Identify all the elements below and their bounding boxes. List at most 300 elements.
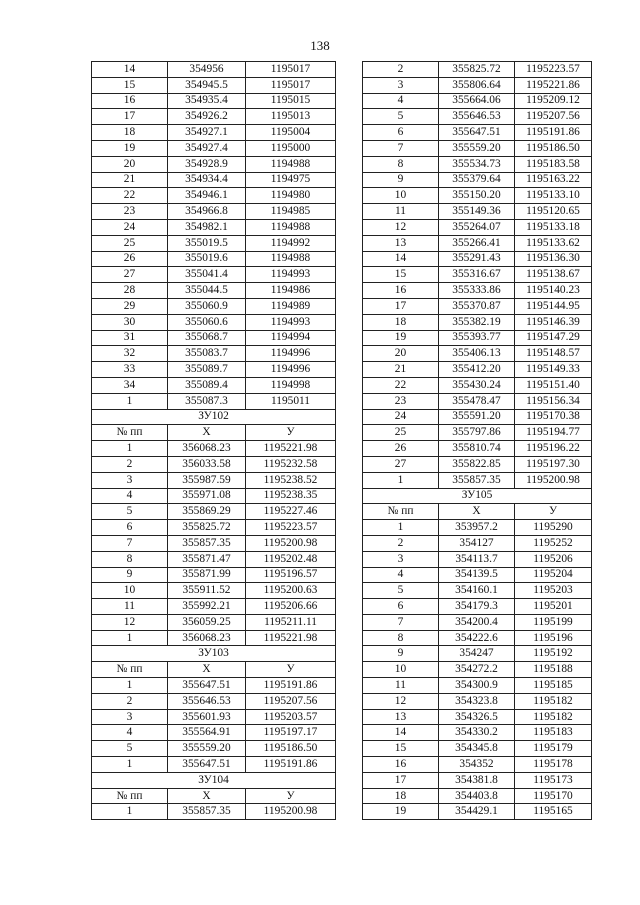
point-number: 2 [92, 693, 168, 709]
header-number: № пп [92, 425, 168, 441]
table-row [363, 393, 592, 409]
coordinate-x: 354945.5 [168, 77, 246, 93]
header-y: У [246, 425, 336, 441]
table-row [92, 504, 336, 520]
coordinate-x: 355041.4 [168, 267, 246, 283]
coordinate-y: 1194985 [246, 204, 336, 220]
point-number: 12 [363, 693, 439, 709]
point-number: 31 [92, 330, 168, 346]
point-number: 15 [363, 741, 439, 757]
coordinate-x: 355019.6 [168, 251, 246, 267]
coordinate-x: 355087.3 [168, 393, 246, 409]
coordinate-x: 355406.13 [439, 346, 515, 362]
coordinate-y: 1195191.86 [246, 678, 336, 694]
coordinate-y: 1194992 [246, 235, 336, 251]
coordinate-x: 354403.8 [439, 788, 515, 804]
coordinate-y: 1195206.66 [246, 599, 336, 615]
coordinate-y: 1195199 [515, 614, 592, 630]
coordinate-x: 354926.2 [168, 109, 246, 125]
header-x: X [168, 788, 246, 804]
table-row [92, 693, 336, 709]
point-number: 5 [92, 504, 168, 520]
table-row [92, 551, 336, 567]
coordinate-y: 1195238.35 [246, 488, 336, 504]
coordinate-x: 356068.23 [168, 441, 246, 457]
coordinate-x: 354946.1 [168, 188, 246, 204]
table-row [363, 441, 592, 457]
table-row [92, 125, 336, 141]
coordinate-x: 355060.9 [168, 298, 246, 314]
table-row [92, 535, 336, 551]
coordinate-y: 1195200.63 [246, 583, 336, 599]
table-row [92, 109, 336, 125]
point-number: 10 [363, 662, 439, 678]
section-title-row [92, 646, 336, 662]
table-row [363, 757, 592, 773]
header-y: У [246, 662, 336, 678]
point-number: 17 [363, 772, 439, 788]
point-number: 1 [92, 630, 168, 646]
table-row [92, 741, 336, 757]
section-title: ЗУ103 [92, 646, 336, 662]
table-row [363, 156, 592, 172]
coordinate-x: 356059.25 [168, 614, 246, 630]
coordinate-x: 356068.23 [168, 630, 246, 646]
coordinate-x: 355857.35 [439, 472, 515, 488]
table-row [92, 599, 336, 615]
coordinate-y: 1195133.10 [515, 188, 592, 204]
point-number: 5 [92, 741, 168, 757]
coordinate-y: 1195186.50 [515, 140, 592, 156]
coordinate-x: 354345.8 [439, 741, 515, 757]
point-number: 23 [92, 204, 168, 220]
coordinate-y: 1195232.58 [246, 456, 336, 472]
header-number: № пп [92, 662, 168, 678]
coordinate-x: 355382.19 [439, 314, 515, 330]
table-row [92, 614, 336, 630]
coordinate-x: 354139.5 [439, 567, 515, 583]
coordinate-y: 1195017 [246, 77, 336, 93]
coordinate-x: 354179.3 [439, 599, 515, 615]
coordinate-y: 1195211.11 [246, 614, 336, 630]
point-number: 16 [363, 757, 439, 773]
coordinate-y: 1195188 [515, 662, 592, 678]
point-number: 12 [92, 614, 168, 630]
table-row [92, 204, 336, 220]
point-number: 14 [363, 251, 439, 267]
point-number: 5 [363, 109, 439, 125]
coordinate-x: 355822.85 [439, 456, 515, 472]
point-number: 1 [92, 757, 168, 773]
coordinate-x: 355412.20 [439, 362, 515, 378]
point-number: 21 [92, 172, 168, 188]
coordinate-y: 1195138.67 [515, 267, 592, 283]
coordinate-x: 354927.4 [168, 140, 246, 156]
point-number: 7 [92, 535, 168, 551]
point-number: 4 [363, 567, 439, 583]
table-row [363, 741, 592, 757]
table-row [363, 678, 592, 694]
coordinate-x: 354934.4 [168, 172, 246, 188]
table-row [92, 172, 336, 188]
table-row [363, 472, 592, 488]
coordinate-y: 1195223.57 [246, 520, 336, 536]
coordinate-y: 1195209.12 [515, 93, 592, 109]
table-row [363, 140, 592, 156]
point-number: 7 [363, 614, 439, 630]
table-row [92, 567, 336, 583]
table-row [363, 219, 592, 235]
table-row [92, 62, 336, 78]
point-number: 10 [363, 188, 439, 204]
table-row [92, 725, 336, 741]
coordinates-table-right-body [363, 62, 592, 820]
coordinate-x: 355150.20 [439, 188, 515, 204]
coordinate-y: 1195202.48 [246, 551, 336, 567]
point-number: 26 [363, 441, 439, 457]
coordinate-x: 355601.93 [168, 709, 246, 725]
point-number: 32 [92, 346, 168, 362]
page-number: 138 [310, 38, 330, 53]
coordinate-x: 355647.51 [168, 678, 246, 694]
coordinate-x: 355647.51 [168, 757, 246, 773]
header-number: № пп [92, 788, 168, 804]
coordinates-table-left-body [92, 62, 336, 820]
coordinate-y: 1195147.29 [515, 330, 592, 346]
table-row [363, 551, 592, 567]
coordinate-y: 1195201 [515, 599, 592, 615]
table-row [92, 298, 336, 314]
coordinate-x: 355089.4 [168, 377, 246, 393]
coordinate-y: 1195200.98 [515, 472, 592, 488]
coordinate-x: 355871.47 [168, 551, 246, 567]
table-row [92, 520, 336, 536]
coordinate-x: 354272.2 [439, 662, 515, 678]
coordinate-x: 355825.72 [439, 62, 515, 78]
coordinate-x: 355370.87 [439, 298, 515, 314]
coordinate-x: 355044.5 [168, 283, 246, 299]
table-row [363, 725, 592, 741]
point-number: 16 [92, 93, 168, 109]
coordinate-x: 355591.20 [439, 409, 515, 425]
table-header-row [92, 425, 336, 441]
point-number: 15 [92, 77, 168, 93]
table-row [363, 330, 592, 346]
coordinate-x: 354935.4 [168, 93, 246, 109]
coordinate-y: 1195221.98 [246, 441, 336, 457]
point-number: 4 [92, 488, 168, 504]
header-number: № пп [363, 504, 439, 520]
table-row [92, 267, 336, 283]
table-row [363, 804, 592, 820]
coordinate-x: 355266.41 [439, 235, 515, 251]
table-row [363, 709, 592, 725]
coordinate-y: 1194993 [246, 314, 336, 330]
table-row [363, 520, 592, 536]
point-number: 25 [363, 425, 439, 441]
header-y: У [515, 504, 592, 520]
table-row [92, 346, 336, 362]
coordinate-y: 1195223.57 [515, 62, 592, 78]
coordinate-x: 355664.06 [439, 93, 515, 109]
coordinate-y: 1194998 [246, 377, 336, 393]
coordinate-x: 355149.36 [439, 204, 515, 220]
table-row [92, 283, 336, 299]
coordinate-y: 1195144.95 [515, 298, 592, 314]
coordinate-y: 1194996 [246, 362, 336, 378]
coordinate-x: 354966.8 [168, 204, 246, 220]
table-row [363, 188, 592, 204]
point-number: 13 [363, 709, 439, 725]
table-header-row [363, 504, 592, 520]
table-row [92, 472, 336, 488]
point-number: 17 [363, 298, 439, 314]
table-row [363, 425, 592, 441]
table-row [363, 93, 592, 109]
coordinate-x: 355430.24 [439, 377, 515, 393]
table-row [92, 140, 336, 156]
point-number: 3 [92, 709, 168, 725]
point-number: 17 [92, 109, 168, 125]
coordinate-y: 1195148.57 [515, 346, 592, 362]
table-row [92, 393, 336, 409]
coordinate-y: 1195017 [246, 62, 336, 78]
coordinate-y: 1195013 [246, 109, 336, 125]
point-number: 26 [92, 251, 168, 267]
table-row [363, 77, 592, 93]
coordinate-y: 1195204 [515, 567, 592, 583]
coordinate-x: 355393.77 [439, 330, 515, 346]
coordinate-y: 1195183 [515, 725, 592, 741]
point-number: 22 [363, 377, 439, 393]
coordinate-y: 1195252 [515, 535, 592, 551]
table-row [363, 630, 592, 646]
coordinate-y: 1195165 [515, 804, 592, 820]
coordinate-x: 354352 [439, 757, 515, 773]
table-row [92, 441, 336, 457]
table-row [363, 788, 592, 804]
header-x: X [168, 662, 246, 678]
coordinate-x: 354330.2 [439, 725, 515, 741]
point-number: 1 [363, 472, 439, 488]
coordinate-x: 355379.64 [439, 172, 515, 188]
coordinate-y: 1195182 [515, 693, 592, 709]
point-number: 30 [92, 314, 168, 330]
coordinate-x: 355534.73 [439, 156, 515, 172]
coordinate-y: 1195156.34 [515, 393, 592, 409]
table-row [92, 156, 336, 172]
coordinate-y: 1195015 [246, 93, 336, 109]
coordinate-y: 1195000 [246, 140, 336, 156]
coordinate-y: 1195192 [515, 646, 592, 662]
table-row [363, 235, 592, 251]
table-row [363, 172, 592, 188]
point-number: 12 [363, 219, 439, 235]
point-number: 7 [363, 140, 439, 156]
coordinate-y: 1195227.46 [246, 504, 336, 520]
coordinate-x: 354222.6 [439, 630, 515, 646]
point-number: 21 [363, 362, 439, 378]
point-number: 23 [363, 393, 439, 409]
coordinate-x: 355316.67 [439, 267, 515, 283]
table-row [92, 235, 336, 251]
coordinate-y: 1195149.33 [515, 362, 592, 378]
table-row [92, 757, 336, 773]
table-row [92, 77, 336, 93]
coordinate-y: 1195207.56 [515, 109, 592, 125]
table-row [92, 93, 336, 109]
table-row [363, 251, 592, 267]
point-number: 14 [363, 725, 439, 741]
point-number: 6 [363, 599, 439, 615]
point-number: 2 [363, 62, 439, 78]
point-number: 1 [363, 520, 439, 536]
table-row [92, 804, 336, 820]
coordinate-x: 355871.99 [168, 567, 246, 583]
coordinate-y: 1195179 [515, 741, 592, 757]
point-number: 19 [363, 330, 439, 346]
table-row [363, 62, 592, 78]
point-number: 4 [92, 725, 168, 741]
point-number: 1 [92, 393, 168, 409]
section-title: ЗУ104 [92, 772, 336, 788]
point-number: 9 [363, 646, 439, 662]
coordinate-y: 1195186.50 [246, 741, 336, 757]
table-row [363, 599, 592, 615]
table-row [363, 298, 592, 314]
table-row [92, 377, 336, 393]
point-number: 27 [363, 456, 439, 472]
point-number: 5 [363, 583, 439, 599]
section-title-row [363, 488, 592, 504]
coordinate-y: 1195200.98 [246, 804, 336, 820]
table-row [92, 678, 336, 694]
table-row [363, 377, 592, 393]
point-number: 3 [363, 551, 439, 567]
coordinate-y: 1195290 [515, 520, 592, 536]
table-row [363, 567, 592, 583]
coordinate-x: 355089.7 [168, 362, 246, 378]
coordinate-y: 1195011 [246, 393, 336, 409]
point-number: 24 [92, 219, 168, 235]
coordinate-x: 355564.91 [168, 725, 246, 741]
coordinate-x: 355559.20 [439, 140, 515, 156]
coordinate-x: 354928.9 [168, 156, 246, 172]
coordinate-y: 1195221.86 [515, 77, 592, 93]
point-number: 2 [92, 456, 168, 472]
coordinate-x: 355806.64 [439, 77, 515, 93]
coordinate-y: 1195197.30 [515, 456, 592, 472]
coordinates-table-left [91, 61, 336, 820]
coordinate-x: 355478.47 [439, 393, 515, 409]
point-number: 20 [92, 156, 168, 172]
table-row [363, 583, 592, 599]
table-row [363, 283, 592, 299]
coordinate-y: 1194993 [246, 267, 336, 283]
table-row [92, 456, 336, 472]
section-title: ЗУ105 [363, 488, 592, 504]
coordinate-x: 355060.6 [168, 314, 246, 330]
coordinate-y: 1195146.39 [515, 314, 592, 330]
coordinate-y: 1195173 [515, 772, 592, 788]
coordinate-y: 1195203 [515, 583, 592, 599]
coordinate-y: 1194996 [246, 346, 336, 362]
coordinate-y: 1194988 [246, 219, 336, 235]
point-number: 6 [92, 520, 168, 536]
coordinate-y: 1195238.52 [246, 472, 336, 488]
table-row [363, 614, 592, 630]
coordinate-x: 355810.74 [439, 441, 515, 457]
point-number: 11 [363, 204, 439, 220]
point-number: 20 [363, 346, 439, 362]
coordinate-x: 355068.7 [168, 330, 246, 346]
coordinate-x: 354326.5 [439, 709, 515, 725]
table-row [363, 772, 592, 788]
point-number: 9 [363, 172, 439, 188]
coordinate-x: 355987.59 [168, 472, 246, 488]
coordinate-y: 1195196.22 [515, 441, 592, 457]
point-number: 24 [363, 409, 439, 425]
coordinate-y: 1194986 [246, 283, 336, 299]
point-number: 1 [92, 678, 168, 694]
coordinate-y: 1195183.58 [515, 156, 592, 172]
coordinate-x: 355797.86 [439, 425, 515, 441]
point-number: 18 [363, 788, 439, 804]
coordinate-x: 355869.29 [168, 504, 246, 520]
coordinate-y: 1195004 [246, 125, 336, 141]
coordinate-x: 354127 [439, 535, 515, 551]
point-number: 1 [92, 804, 168, 820]
coordinate-y: 1194994 [246, 330, 336, 346]
coordinate-x: 355559.20 [168, 741, 246, 757]
point-number: 13 [363, 235, 439, 251]
section-title: ЗУ102 [92, 409, 336, 425]
point-number: 33 [92, 362, 168, 378]
table-row [363, 535, 592, 551]
coordinate-y: 1195140.23 [515, 283, 592, 299]
coordinate-y: 1194975 [246, 172, 336, 188]
coordinate-y: 1195151.40 [515, 377, 592, 393]
point-number: 4 [363, 93, 439, 109]
coordinate-y: 1195120.65 [515, 204, 592, 220]
coordinate-x: 354956 [168, 62, 246, 78]
coordinate-y: 1195207.56 [246, 693, 336, 709]
table-row [363, 409, 592, 425]
header-x: X [168, 425, 246, 441]
point-number: 8 [363, 630, 439, 646]
point-number: 28 [92, 283, 168, 299]
coordinate-x: 354113.7 [439, 551, 515, 567]
coordinate-y: 1195163.22 [515, 172, 592, 188]
point-number: 11 [363, 678, 439, 694]
coordinate-x: 355825.72 [168, 520, 246, 536]
coordinate-y: 1195182 [515, 709, 592, 725]
coordinate-x: 354927.1 [168, 125, 246, 141]
coordinate-x: 354160.1 [439, 583, 515, 599]
table-row [363, 267, 592, 283]
point-number: 9 [92, 567, 168, 583]
coordinate-x: 354200.4 [439, 614, 515, 630]
coordinate-y: 1195196 [515, 630, 592, 646]
table-row [92, 362, 336, 378]
table-row [92, 330, 336, 346]
coordinate-x: 356033.58 [168, 456, 246, 472]
point-number: 16 [363, 283, 439, 299]
point-number: 6 [363, 125, 439, 141]
coordinate-x: 353957.2 [439, 520, 515, 536]
point-number: 29 [92, 298, 168, 314]
header-y: У [246, 788, 336, 804]
